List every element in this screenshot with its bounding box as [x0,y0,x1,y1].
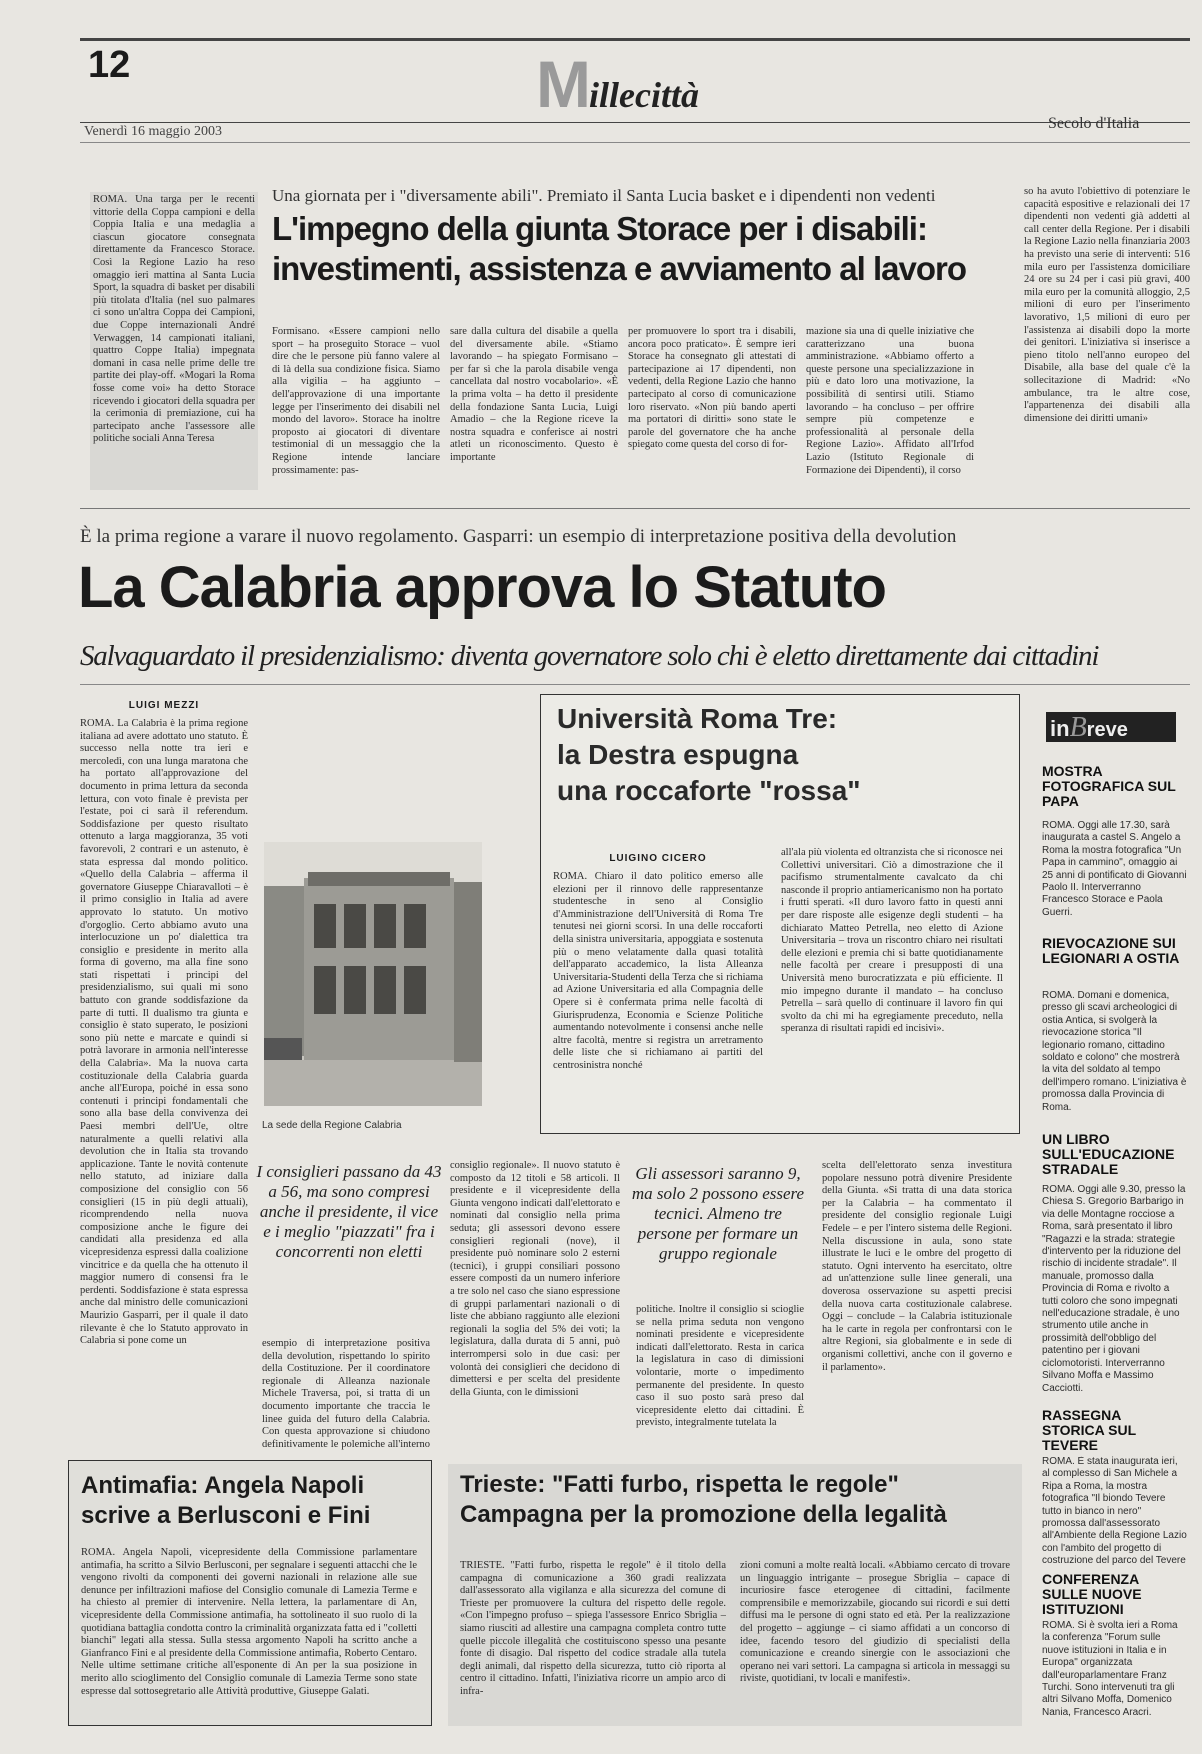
brief-1-title: MOSTRA FOTOGRAFICA SUL PAPA [1042,763,1176,809]
roma-tre-box [540,694,1020,1134]
brief-1-text: ROMA. Oggi alle 17.30, sarà inaugurata a castel S. Angelo a Roma la mostra fotografica "Un Papa in cammino", omaggio ai 25 anni di pontificato di Giovanni Paolo II. Interverranno Francesco Storace e Paola Guerri. [1042,820,1187,918]
top-article [84,186,1190,486]
top-article-column-4: mazione sia una di quelle iniziative che caratterizzano una buona amministrazione. «Abbiamo offerto a queste persone una specializzazione in più e dato loro una motivazione, la possibilità di sentirsi utili. Stiamo lavorando – ha concluso – per offrire sempre più competenze e professionalità al personale della Regione Lazio». Affidato all'Irfod Lazio (Istituto Regionale di Formazione dei Dipendenti), il corso [806,326,974,476]
main-article-headline: La Calabria approva lo Statuto [78,555,886,620]
divider-2 [80,684,1190,685]
top-article-right-column: so ha avuto l'obiettivo di potenziare le capacità espositive e relazionali dei 17 dipendenti non vedenti già addetti al call center della Regione. Per i disabili la Regione Lazio nella finanziaria 2003 ha previsto una serie di interventi: 516 mila euro per l'assistenza domiciliare 24 ore su 24 per i casi più gravi, 400 mila euro per la comunità alloggio, 2,5 milioni di euro per l'inserimento lavorativo, 1,5 milioni di euro per l'assistenza ai disabili dopo la morte dei genitori. L'iniziativa si inserisce a pieno titolo nell'anno europeo del Disabile, alla base del quale c'è la sollecitazione di Madrid: «No ambulance, tra le altre cose, l'appartenenza dei disabili alla dimensione dei diritti umani» [1024,186,1190,424]
brief-4-title: RASSEGNA STORICA SUL TEVERE [1042,1407,1136,1453]
trieste-headline-1: Trieste: "Fatti furbo, rispetta le regole" [460,1471,899,1498]
brief-5-text: ROMA. Si è svolta ieri a Roma la conferenza "Forum sulle nuove istituzioni in Italia e in Europa" organizzata dall'europarlamentare Franz Turchi. Sono intervenuti tra gli altri Silvano Moffa, Domenico Nania, Francesco Aracri. [1042,1620,1178,1718]
regional-building-image [264,842,482,1106]
top-article-column-3: per promuovere lo sport tra i disabili, ancora poco praticato». È sempre ieri Storace ha consegnato gli attestati di partecipazione ai 17 dipendenti, non vedenti, della Regione Lazio che hanno partecipato al corso di comunicazione loro riservato. «Non più bando aperti ma portatori di diritti» sono state le parole del governatore che ha anche spiegato come questa del corso di for- [628,326,796,451]
roma-tre-column-1: ROMA. Chiaro il dato politico emerso alle elezioni per il rinnovo delle rappresentanze studentesche in seno al Consiglio d'Amministrazione dell'Università di Roma Tre tenutesi nei giorni scorsi. In una delle roccaforti della sinistra universitaria, appoggiata e sostenuta più o meno velatamente dalla quasi totalità dell'apparato accademico, la lista Alleanza Universitaria-Studenti della Terza che si richiama ad Azione Universitaria ed alla Compagnia delle Opere si è confermata prima nelle facoltà di Giurisprudenza, Economia e Scienze Politiche aumentando notevolmente i consensi anche nelle altre facoltà, mentre si registra un arretramento delle liste che si richiamano ai partiti del centrosinistra nonché [553,871,763,1071]
roma-tre-headline-3: una roccaforte "rossa" [557,775,861,806]
top-article-headline-1: L'impegno della giunta Storace per i disabili: [272,210,927,247]
paper-name: Secolo d'Italia [1048,115,1140,132]
main-article-column-5: scelta dell'elettorato senza investitura popolare nessuno potrà divenire Presidente della Giunta. «Si tratta di una data storica per la Calabria – ha commentato il presidente del consiglio regionale Luigi Fedele – e per l'intero sistema delle Regioni. Nella discussione in aula, sono state illustrate le luci e le ombre del progetto di statuto. Ogni intervento ha esercitato, oltre ad un'attenzione sulle linee generali, una doverosa osservazione su aspetti precisi della nuova carta costituzionale calabrese. Oggi – conclude – la Calabria istituzionale ha le carte in regola per confrontarsi con le altre Regioni, sia globalmente e in sede di organismi collettivi, anche con il governo e il parlamento». [822,1160,1012,1373]
issue-date: Venerdì 16 maggio 2003 [84,124,223,139]
roma-tre-headline-1: Università Roma Tre: [557,703,838,734]
in-breve-logo-rest: reve [1086,719,1128,741]
main-article-column-2: esempio di interpretazione positiva della devolution, rispettando lo spirito della Costituzione. Per il coordinatore regionale di Alleanza nazionale Michele Traversa, poi, si tratta di un documento importante che traccia le linee guida del futuro della Calabria. Con questa approvazione si chiudono definitivamente le polemiche all'interno [262,1338,430,1450]
main-article-column-1: ROMA. La Calabria è la prima regione italiana ad avere adottato uno statuto. È successo nella notte tra ieri e mercoledì, con una lunga maratona che ha portato all'approvazione del documento in prima lettura da seconda lettura, con voto finale è prevista per l'estate, poi ci sarà il referendum. Soddisfazione per questo risultato ottenuto a larga maggioranza, 35 voti favorevoli, 2 contrari e un astenuto, è stata espressa dal mondo politico. «Quello della Calabria – afferma il governatore Giuseppe Chiaravalloti – è il primo consiglio in Italia ad avere approvato lo statuto. Un motivo d'orgoglio. Certo abbiamo avuto una interlocuzione un po' dialettica tra consiglio e presidente in merito alla forma di governo, ma alla fine sono stati rispettati i principi del presidenzialismo, sui quali mi sono battuto con grande soddisfazione da parte di tutti. Il dualismo tra giunta e consiglio è stato superato, le posizioni sono più nette e marcate e quindi si potrà lavorare in armonia nell'interesse della Calabria». Ma la nuova carta costituzionale della Calabria guarda anche all'Europa, poiché in essa sono contenuti i principi fondamentali che sono alla base della convivenza dei Paesi membri dell'Ue, oltre naturalmente a quelli relativi alla devolution che in Italia sta trovando applicazione. Tante le novità contenute nello statuto, ad iniziare dalla composizione del consiglio con 56 consiglieri (15 in più degli attuali), ricomprendendo nella nuova composizione anche le figure dei candidati alla presidenza ed alla vicepresidenza espressi dalla coalizione vincitrice e da quella che ha ottenuto il maggior numero di consensi fra le perdenti. Soddisfazione è stata espressa anche dal ministro delle comunicazioni Maurizio Gasparri, per il quale il dato rilevante è che lo Statuto approvato in Calabria si pone come un [80,718,248,1347]
in-breve-logo-in: in [1050,716,1070,741]
trieste-column-1: TRIESTE. "Fatti furbo, rispetta le regole" è il titolo della campagna di comunicazione a 360 gradi realizzata dall'assessorato alla vigilanza e alla sicurezza del comune di Trieste per promuovere la cultura del rispetto delle regole. «Con l'impegno profuso – spiega l'assessore Enrico Sbriglia – siamo riusciti ad allestire una campagna completa contro tutte quelle piccole illegalità che costituiscono spesso una pesante fonte di disagio. Dal rispetto del codice stradale alla tutela degli animali, dal rispetto della sicurezza, tutto ciò riporta al centro il cittadino. Infatti, l'iniziativa ricorre un ampio arco di infra- [460,1560,726,1697]
main-article-byline: LUIGI MEZZI [128,700,200,711]
brief-4-text: ROMA. È stata inaugurata ieri, al complesso di San Michele a Ripa a Roma, la mostra fotografica "Il biondo Tevere tutto in bianco in nero" promossa dall'assessorato all'Ambiente della Regione Lazio con l'ambito del progetto di costruzione del parco del Tevere [1042,1456,1187,1567]
top-article-headline-2: investimenti, assistenza e avviamento al lavoro [272,250,966,287]
masthead-rule [80,122,1190,123]
in-breve-logo-b: B [1069,712,1087,743]
roma-tre-byline: LUIGINO CICERO [609,853,707,864]
top-article-column-1: Formisano. «Essere campioni nello sport – ha proseguito Storace – vuol dire che le persone più fanno valere al di là della sua condizione fisica. Siamo alla vigilia – ha aggiunto – dell'approvazione di una importante legge per l'inserimento dei disabili nel mondo del lavoro». Storace ha inoltre proposto ai giocatori di diventare testimonial di un messaggio che la Regione intende lanciare prossimamente: pas- [272,326,440,476]
masthead-bottom-rule [80,142,1190,143]
trieste-box [448,1464,1022,1726]
main-article-column-4: politiche. Inoltre il consiglio si scioglie se nella prima seduta non vengono nominati presidente e vicepresidente indicati dall'elettorato. Resta in carica la legislatura in caso di dimissioni volontarie, morte o impedimento permanente del presidente. In questo caso il suo posto sarà preso dal vicepresidente eletto dai cittadini. È previsto, integralmente tutelata la [636,1304,804,1429]
trieste-headline-2: Campagna per la promozione della legalità [460,1501,947,1528]
building-photo [264,842,482,1106]
top-article-column-2: sare dalla cultura del disabile a quella del diversamente abile. «Stiamo lavorando – ha spiegato Formisano – per far sì che la parola disabile venga cancellata dal nostro vocabolario». «È la prima volta – ha detto il presidente della fondazione Santa Lucia, Luigi Amadio – che la Regione riceve la nostra squadra e conferisce ai nostri atleti un riconoscimento. Questo è importante [450,326,618,463]
trieste-column-2: zioni comuni a molte realtà locali. «Abbiamo cercato di trovare un linguaggio intrigante – prosegue Sbriglia – capace di incuriosire fasce eterogenee di cittadini, facilmente comprensibile e memorizzabile, giocando sui ricordi e sui detti diffusi ma le persone di ogni stato ed età. Per la realizzazione del progetto – aggiunge – ci siamo affidati a un concorso di idee, facendo tesoro del giudizio di specialisti della comunicazione e creando sinergie con le associazioni che operano nei vari settori. La campagna si articola in messaggi su riviste, quotidiani, tv locali e manifesti». [740,1560,1010,1685]
roma-tre-column-2: all'ala più violenta ed oltranzista che si riconosce nei Collettivi universitari. Ciò a dimostrazione che il pacifismo strumentalmente cavalcato da chi nasconde il proprio antiamericanismo non ha portato i frutti sperati. «Il duro lavoro fatto in questi anni per dare risposte alle esigenze degli studenti – ha dichiarato Matteo Petrella, neo eletto di Azione Universitaria – trova un riscontro chiaro nei risultati delle elezioni e premia chi si batte quotidianamente nelle facoltà per creare i presupposti di una Università meno burocratizzata e più efficiente. Il mio impegno durante il mandato – ha concluso Petrella – sarà quello di continuare il lavoro fin qui svolto da chi mi ha egregiamente preceduto, nella speranza di risultati rapidi ed incisivi». [781,847,1003,1035]
main-article-quote-2: Gli assessori saranno 9, ma solo 2 possono essere tecnici. Almeno tre persone per formare un gruppo regionale [631,1164,805,1263]
roma-tre-headline-2: la Destra espugna [557,739,799,770]
masthead [0,0,1202,150]
brief-3-text: ROMA. Oggi alle 9.30, presso la Chiesa S. Gregorio Barbarigo in via delle Montagne rocciose a Roma, sarà presentato il libro "Ragazzi e la strada: strategie d'intervento per la riduzione del rischio di incidente stradale". Il manuale, promosso dalla Provincia di Roma e rivolto a tutti coloro che sono impegnati nell'educazione stradale, è uno strumento utile anche in prossimità dell'obbligo del patentino per i giovani ciclomotoristi. Interverranno Silvano Moffa e Massimo Cacciotti. [1042,1184,1186,1394]
antimafia-headline-2: scrive a Berlusconi e Fini [81,1502,371,1529]
brief-5-title: CONFERENZA SULLE NUOVE ISTITUZIONI [1042,1571,1142,1617]
top-rule [80,38,1190,41]
main-article-kicker: È la prima regione a varare il nuovo regolamento. Gasparri: un esempio di interpretazione positiva della devolution [80,526,957,547]
main-article-quote-1: I consiglieri passano da 43 a 56, ma sono compresi anche il presidente, il vice e i meglio "piazzati" fra i concorrenti non eletti [256,1162,442,1261]
in-breve-sidebar [1032,700,1192,1750]
section-logo-initial: M [536,47,589,121]
photo-caption: La sede della Regione Calabria [262,1120,402,1131]
main-article-column-3: consiglio regionale». Il nuovo statuto è composto da 12 titoli e 58 articoli. Il presidente e il vicepresidente della Giunta vengono indicati dall'elettorato e nominati dal consiglio nella prima seduta; gli assessori devono essere consiglieri regionali (nove), il presidente può nominare solo 2 esterni (tecnici), i gruppi consiliari possono essere composti da un numero inferiore a tre solo nel caso che siano espressione di gruppi parlamentari nazionali o di liste che abbiano raggiunto alle elezioni regionali la soglia del 5% dei voti; la legislatura, dalla durata di 5 anni, può interrompersi solo in due casi: per volontà dei consiglieri che decidono di dimettersi e per scelta del presidente della Giunta, con le dimissioni [450,1160,620,1398]
brief-3-title: UN LIBRO SULL'EDUCAZIONE STRADALE [1042,1131,1175,1177]
page-number: 12 [88,44,131,86]
in-breve-logo [1046,712,1176,742]
brief-2-text: ROMA. Domani e domenica, presso gli scavi archeologici di ostia Antica, si svolgerà la rievocazione storica "Il legionario romano, cittadino soldato e colono" che mostrerà la vita del soldato al tempo dell'impero romano. L'iniziativa è promossa dalla Provincia di Roma. [1042,990,1187,1113]
section-logo-rest: illecittà [588,75,699,115]
antimafia-box [68,1460,432,1726]
top-article-left-column: ROMA. Una targa per le recenti vittorie della Coppa campioni e della Coppia Italia e una medaglia a ciascun giocatore consegnata direttamente da Francesco Storace. Così la Regione Lazio ha reso omaggio ieri mattina al Santa Lucia Sport, la squadra di basket per disabili più titolata d'Italia (nel suo palmares ci sono un'altra Coppa dei Campioni, due Coppe internazionali André Verwaggen, 14 campionati italiani, quattro Coppe Italia) impegnata domani in casa nelle prime delle tre partite dei play-off. «Mogari la Roma fosse come voi» ha detto Storace ricevendo i giocatori della squadra per la cerimonia di premiazione, cui ha partecipato anche l'assessore alle politiche sociali Anna Teresa [90,192,258,490]
antimafia-text: ROMA. Angela Napoli, vicepresidente della Commissione parlamentare antimafia, ha scritto a Silvio Berlusconi, per segnalare i seguenti attacchi che le vengono rivolti da componenti dei governi nazionali in relazione alle sue denunce per infiltrazioni mafiose del Consiglio comunale di Lamezia Terme e ha chiesto al premier di intervenire. Nella lettera, la parlamentare di An, vicepresidente della Commissione antimafia, ha sottolineato il suo ruolo di la quotidiana battaglia condotta contro la criminalità organizzata fatta ed i "colletti bianchi" legati alla stessa. Sulla stessa argomento Napoli ha scritto anche a Gianfranco Fini e al presidente della Commissione antimafia, Roberto Centaro. Nelle ultime settimane critiche all'esponente di An per la sua posizione in merito allo scioglimento del Consiglio comunale di Lamezia Terme sono state espresse dal sottosegretario alle Attività produttive, Giuseppe Galati. [81,1547,417,1697]
antimafia-headline-1: Antimafia: Angela Napoli [81,1472,365,1499]
divider-1 [80,508,1190,509]
section-logo [536,46,699,121]
brief-2-title: RIEVOCAZIONE SUI LEGIONARI A OSTIA [1042,935,1180,966]
main-article-subhead: Salvaguardato il presidenzialismo: diventa governatore solo chi è eletto direttamente dai cittadini [80,640,1099,672]
top-article-kicker: Una giornata per i "diversamente abili". Premiato il Santa Lucia basket e i dipendenti non vedenti [272,186,936,205]
